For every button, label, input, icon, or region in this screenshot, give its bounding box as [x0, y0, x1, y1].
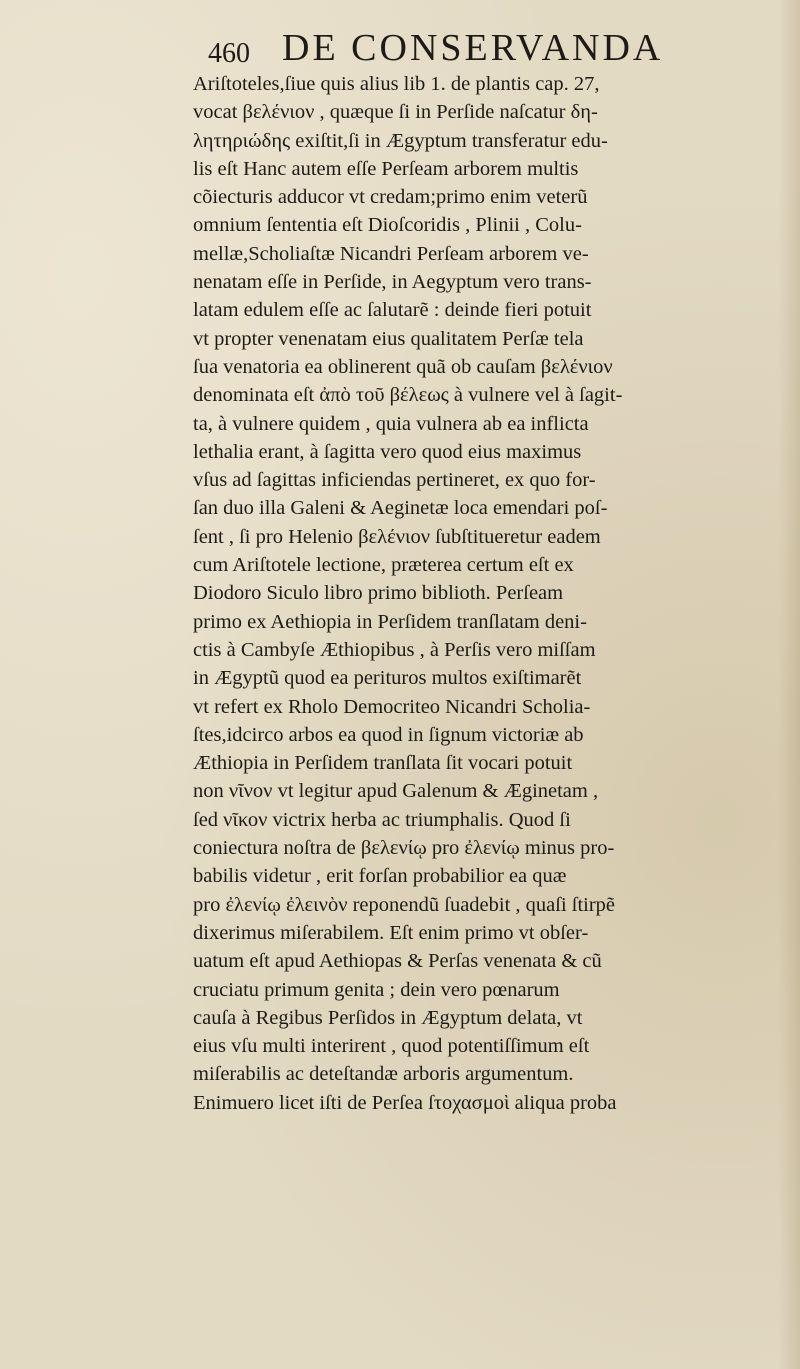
- text-line: in Ægyptũ quod ea perituros multos exiſtimarẽt: [193, 667, 582, 690]
- running-head: DE CONSERVANDA: [282, 27, 664, 69]
- text-line: babilis videtur , erit forſan probabilior ea quæ: [193, 865, 567, 888]
- text-line: ta, à vulnere quidem , quia vulnera ab ea inflicta: [193, 412, 589, 435]
- text-line: cõiecturis adducor vt credam;primo enim veterũ: [193, 186, 588, 209]
- text-line: uatum eſt apud Aethiopas & Perſas venenata & cũ: [193, 950, 602, 973]
- text-line: Enimuero licet iſti de Perſea ſτοχασμοὶ aliqua proba: [193, 1091, 617, 1114]
- text-line: lethalia erant, à ſagitta vero quod eius maximus: [193, 440, 582, 463]
- text-line: denominata eſt ἀπὸ τοῦ βέλεως à vulnere vel à ſagit-: [193, 384, 623, 407]
- text-line: ſua venatoria ea oblinerent quã ob cauſam βελένιον: [193, 355, 613, 378]
- text-line: ctis à Cambyſe Æthiopibus , à Perſis vero miſſam: [193, 638, 596, 661]
- text-line: vt propter venenatam eius qualitatem Perſæ tela: [193, 327, 584, 350]
- text-line: coniectura noſtra de βελενίῳ pro ἐλενίῳ minus pro-: [193, 837, 615, 860]
- text-line: λητηριώδης exiſtit,ſi in Ægyptum transferatur edu-: [193, 129, 608, 152]
- body-text: [193, 70, 793, 1117]
- text-line: nenatam eſſe in Perſide, in Aegyptum vero trans-: [193, 271, 592, 294]
- text-line: omnium ſententia eſt Dioſcoridis , Plinii , Colu-: [193, 214, 582, 237]
- text-line: dixerimus miſerabilem. Eſt enim primo vt obſer-: [193, 921, 589, 944]
- text-line: cauſa à Regibus Perſidos in Ægyptum delata, vt: [193, 1006, 583, 1029]
- text-line: cruciatu primum genita ; dein vero pœnarum: [193, 978, 560, 1001]
- text-line: non νῖνον vt legitur apud Galenum & Æginetam ,: [193, 780, 599, 803]
- text-line: ſtes,idcirco arbos ea quod in ſignum victoriæ ab: [193, 723, 584, 746]
- text-line: mellæ,Scholiaſtæ Nicandri Perſeam arborem ve-: [193, 242, 589, 265]
- text-line: pro ἐλενίῳ ἐλεινὸν reponendũ ſuadebit , quaſi ſtirpẽ: [193, 893, 616, 916]
- text-line: Æthiopia in Perſidem tranſlata ſit vocari potuit: [193, 752, 573, 775]
- text-line: vocat βελένιον , quæque ſi in Perſide naſcatur δη-: [193, 101, 598, 124]
- text-line: vt refert ex Rholo Democriteo Nicandri Scholia-: [193, 695, 591, 718]
- text-line: primo ex Aethiopia in Perſidem tranſlatam deni-: [193, 610, 587, 633]
- text-line: eius vſu multi interirent , quod potentiſſimum eſt: [193, 1035, 590, 1058]
- page-header: [208, 26, 708, 70]
- text-line: vſus ad ſagittas inficiendas pertineret, ex quo for-: [193, 469, 596, 492]
- text-line: ſed νῖκον victrix herba ac triumphalis. Quod ſi: [193, 808, 571, 831]
- text-line: miſerabilis ac deteſtandæ arboris argumentum.: [193, 1063, 574, 1086]
- text-line: ſan duo illa Galeni & Aeginetæ loca emendari poſ-: [193, 497, 608, 520]
- text-line: ſent , ſi pro Helenio βελένιον ſubſtitueretur eadem: [193, 525, 601, 548]
- text-line: Diodoro Siculo libro primo biblioth. Perſeam: [193, 582, 564, 605]
- page-number: 460: [208, 38, 250, 69]
- text-line: latam edulem eſſe ac ſalutarẽ : deinde fieri potuit: [193, 299, 592, 322]
- text-line: lis eſt Hanc autem eſſe Perſeam arborem multis: [193, 157, 579, 180]
- text-line: cum Ariſtotele lectione, prætereа certum eſt ex: [193, 554, 574, 577]
- text-line: Ariſtoteles,ſiue quis alius lib 1. de plantis cap. 27,: [193, 73, 600, 95]
